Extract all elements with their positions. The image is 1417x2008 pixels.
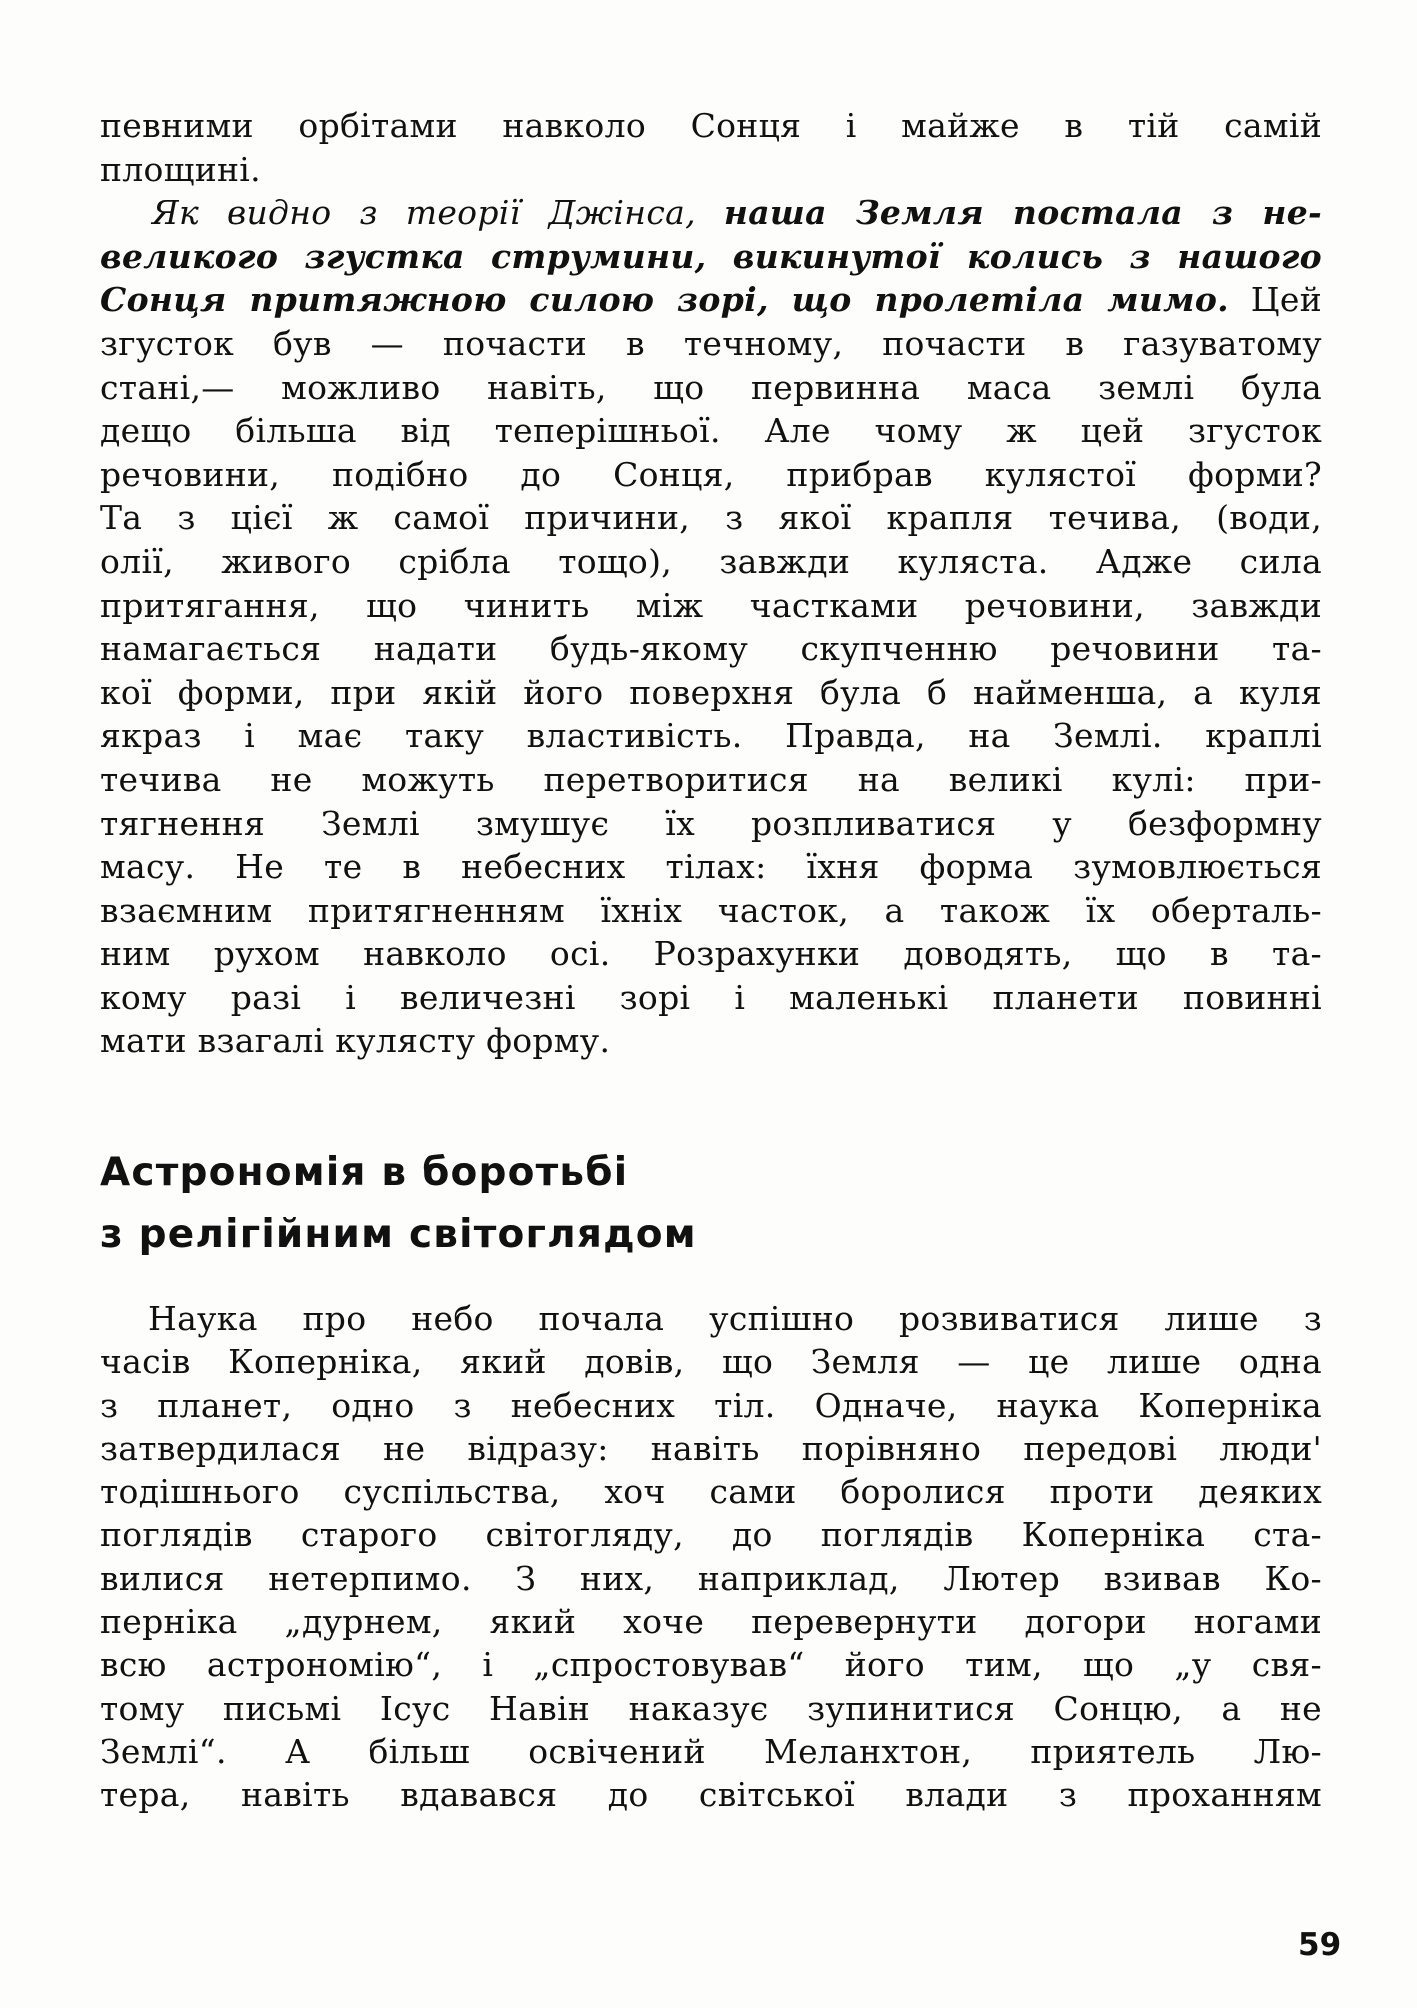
text-line: часів Коперніка, який довів, що Земля — це лише одна xyxy=(100,1342,1322,1382)
text-line: всю астрономію“, і „спростовував“ його тим, що „у свя- xyxy=(100,1645,1322,1685)
text-line: тому письмі Ісус Навін наказує зупинитися Сонцю, а не xyxy=(100,1688,1322,1728)
text-line: перніка „дурнем, який хоче перевернути догори ногами xyxy=(100,1602,1322,1642)
text-line: кої форми, при якій його поверхня була б найменша, а куля xyxy=(100,672,1322,712)
text-line: дещо більша від теперішньої. Але чому ж цей згусток xyxy=(100,411,1322,451)
text-run: Цей xyxy=(1250,280,1322,320)
heading-line: з релігійним світоглядом xyxy=(100,1212,697,1257)
text-line: Наука про небо почала успішно розвиватися лише з xyxy=(148,1299,1322,1338)
text-line: згусток був — почасти в течному, почасти в газуватому xyxy=(100,323,1322,363)
text-line: певними орбітами навколо Сонця і майже в тій самій xyxy=(100,106,1322,145)
text-line: якраз і має таку властивість. Правда, на Землі. краплі xyxy=(100,716,1322,756)
text-line: мати взагалі кулясту форму. xyxy=(100,1021,611,1061)
text-line: з планет, одно з небесних тіл. Одначе, наука Коперніка xyxy=(100,1385,1322,1425)
text-line: площині. xyxy=(100,149,261,189)
text-line: поглядів старого світогляду, до поглядів Коперніка ста- xyxy=(100,1515,1322,1555)
page-number: 59 xyxy=(1298,1927,1342,1963)
text-line: Та з цієї ж самої причини, з якої крапля течива, (води, xyxy=(100,498,1322,538)
text-line: взаємним притягненням їхніх часток, а також їх оберталь- xyxy=(100,890,1322,930)
paragraph-jeans-theory xyxy=(100,104,1322,1063)
text-line: тера, навіть вдавався до світської влади з проханням xyxy=(100,1775,1322,1815)
text-line: намагається надати будь-якому скупченню речовини та- xyxy=(100,629,1322,669)
text-line: Землі“. А більш освічений Меланхтон, приятель Лю- xyxy=(100,1731,1322,1771)
heading-line: Астрономія в боротьбі xyxy=(100,1150,629,1195)
text-line: вилися нетерпимо. З них, наприклад, Лютер взивав Ко- xyxy=(100,1558,1322,1598)
text-line xyxy=(100,191,1322,235)
text-line: притягання, що чинить між частками речовини, завжди xyxy=(100,585,1322,625)
emphasized-text: Сонця притяжною силою зорі, що пролетіла мимо. xyxy=(100,280,1229,320)
text-line: речовини, подібно до Сонця, прибрав кулястої форми? xyxy=(100,454,1322,494)
text-line: тодішнього суспільства, хоч сами боролися проти деяких xyxy=(100,1472,1322,1512)
text-line: затвердилася не відразу: навіть порівняно передові люди' xyxy=(100,1428,1322,1468)
text-line: течива не можуть перетворитися на великі кулі: при- xyxy=(100,759,1322,799)
text-line: олії, живого срібла тощо), завжди куляста. Адже сила xyxy=(100,541,1322,581)
text-line: стані,— можливо навіть, що первинна маса землі була xyxy=(100,367,1322,407)
paragraph-copernicus xyxy=(100,1297,1322,1817)
text-line xyxy=(100,278,1322,322)
text-line: масу. Не те в небесних тілах: їхня форма зумовлюється xyxy=(100,847,1322,887)
emphasized-text-line: великого згустка струмини, викинутої колись з нашого xyxy=(100,236,1322,276)
text-line: тягнення Землі змушує їх розпливатися у безформну xyxy=(100,803,1322,843)
emphasized-text: наша Земля постала з не- xyxy=(723,193,1322,233)
section-heading xyxy=(100,1142,1000,1266)
text-line: кому разі і величезні зорі і маленькі планети повинні xyxy=(100,977,1322,1017)
text-line: ним рухом навколо осі. Розрахунки доводять, що в та- xyxy=(100,934,1322,974)
text-run: Як видно з теорії Джінса, xyxy=(152,193,696,233)
